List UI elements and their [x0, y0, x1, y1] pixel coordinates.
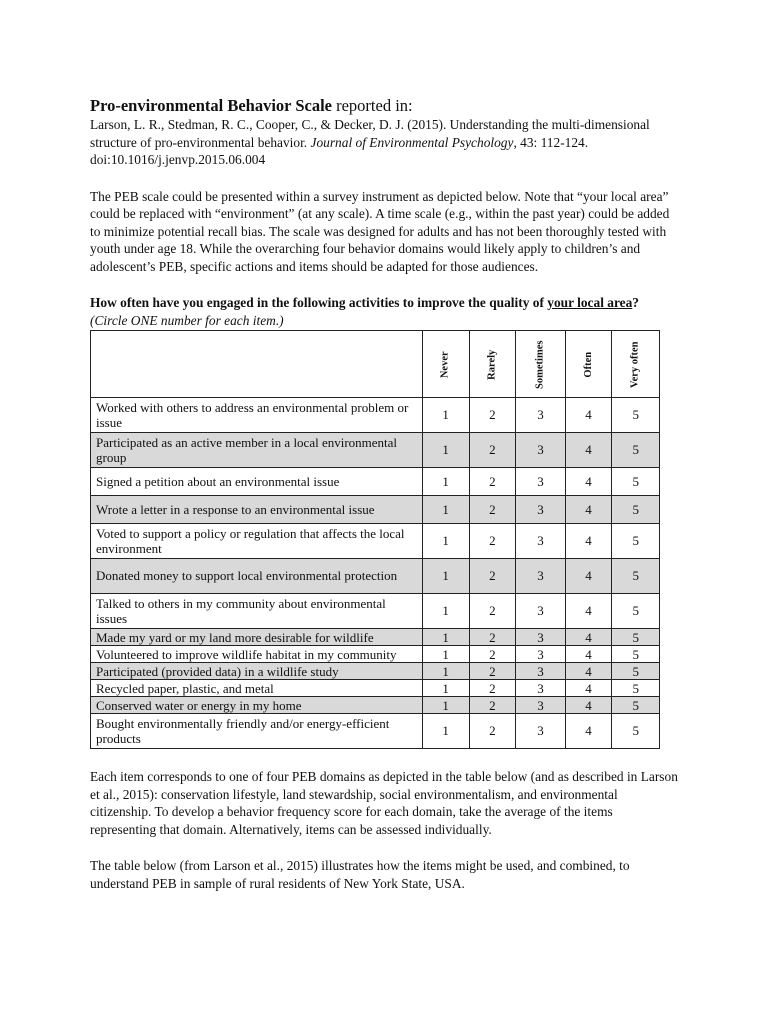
rating-4[interactable]: 4	[565, 433, 612, 468]
rating-2[interactable]: 2	[469, 398, 516, 433]
rating-2[interactable]: 2	[469, 524, 516, 559]
rating-1[interactable]: 1	[422, 496, 469, 524]
item-text: Voted to support a policy or regulation that affects the local environment	[91, 524, 423, 559]
col-label: Rarely	[486, 349, 498, 381]
item-text: Worked with others to address an environmental problem or issue	[91, 398, 423, 433]
item-text: Conserved water or energy in my home	[91, 697, 423, 714]
item-text: Recycled paper, plastic, and metal	[91, 680, 423, 697]
item-text: Donated money to support local environmental protection	[91, 559, 423, 594]
rating-5[interactable]: 5	[612, 646, 660, 663]
rating-1[interactable]: 1	[422, 629, 469, 646]
rating-5[interactable]: 5	[612, 524, 660, 559]
survey-instruction: (Circle ONE number for each item.)	[90, 312, 284, 328]
rating-2[interactable]: 2	[469, 496, 516, 524]
rating-5[interactable]: 5	[612, 468, 660, 496]
rating-3[interactable]: 3	[516, 496, 565, 524]
table-row	[91, 559, 660, 594]
rating-5[interactable]: 5	[612, 629, 660, 646]
rating-3[interactable]: 3	[516, 629, 565, 646]
rating-2[interactable]: 2	[469, 559, 516, 594]
survey-question	[90, 294, 680, 312]
rating-1[interactable]: 1	[422, 398, 469, 433]
col-header-never	[422, 331, 469, 398]
rating-4[interactable]: 4	[565, 559, 612, 594]
rating-3[interactable]: 3	[516, 697, 565, 714]
table-row	[91, 594, 660, 629]
item-text: Wrote a letter in a response to an environmental issue	[91, 496, 423, 524]
citation-authors: Larson, L. R., Stedman, R. C., Cooper, C., & Decker, D. J. (2015). Understanding the multi-dimensional structure of pro-environmental behavior.	[90, 117, 650, 150]
question-underlined: your local area	[547, 295, 633, 310]
table-row	[91, 496, 660, 524]
rating-4[interactable]: 4	[565, 629, 612, 646]
col-label: Very often	[629, 341, 641, 389]
rating-5[interactable]: 5	[612, 496, 660, 524]
question-suffix: ?	[632, 295, 639, 310]
rating-4[interactable]: 4	[565, 714, 612, 749]
table-row	[91, 433, 660, 468]
citation-details: , 43: 112-124. doi:10.1016/j.jenvp.2015.06.004	[90, 134, 589, 167]
rating-2[interactable]: 2	[469, 629, 516, 646]
item-text: Signed a petition about an environmental issue	[91, 468, 423, 496]
rating-3[interactable]: 3	[516, 594, 565, 629]
rating-5[interactable]: 5	[612, 559, 660, 594]
rating-1[interactable]: 1	[422, 433, 469, 468]
question-prefix: How often have you engaged in the following activities to improve the quality of	[90, 295, 548, 310]
citation	[90, 116, 680, 169]
item-text: Volunteered to improve wildlife habitat in my community	[91, 646, 423, 663]
col-label: Often	[582, 352, 594, 378]
rating-1[interactable]: 1	[422, 697, 469, 714]
table-row	[91, 524, 660, 559]
item-text: Participated (provided data) in a wildlife study	[91, 663, 423, 680]
rating-3[interactable]: 3	[516, 680, 565, 697]
rating-2[interactable]: 2	[469, 468, 516, 496]
col-header-rarely	[469, 331, 516, 398]
item-text: Made my yard or my land more desirable for wildlife	[91, 629, 423, 646]
domains-paragraph: Each item corresponds to one of four PEB domains as depicted in the table below (and as described in Larson et al., 2015): conservation lifestyle, land stewardship, social environmentalism, and environmental citizenship. To develop a behavior frequency score for each domain, take the average of the items representing that domain. Alternatively, items can be assessed individually.	[90, 769, 678, 837]
closing-paragraph: The table below (from Larson et al., 2015) illustrates how the items might be used, and combined, to understand PEB in sample of rural residents of New York State, USA.	[90, 858, 630, 891]
title-rest: reported in:	[331, 96, 413, 115]
rating-2[interactable]: 2	[469, 697, 516, 714]
rating-1[interactable]: 1	[422, 524, 469, 559]
table-row	[91, 680, 660, 697]
rating-3[interactable]: 3	[516, 646, 565, 663]
rating-5[interactable]: 5	[612, 697, 660, 714]
table-row	[91, 629, 660, 646]
rating-2[interactable]: 2	[469, 646, 516, 663]
rating-1[interactable]: 1	[422, 646, 469, 663]
item-header-cell	[91, 331, 423, 398]
item-text: Bought environmentally friendly and/or energy-efficient products	[91, 714, 423, 749]
rating-1[interactable]: 1	[422, 680, 469, 697]
table-row	[91, 697, 660, 714]
rating-4[interactable]: 4	[565, 646, 612, 663]
table-header-row	[91, 331, 660, 398]
intro-paragraph: The PEB scale could be presented within a survey instrument as depicted below. Note that “your local area” could be replaced with “environment” (at any scale). A time scale (e.g., within the past year) could be added to minimize potential recall bias. The scale was designed for adults and has not been thoroughly tested with youth under age 18. While the overarching four behavior domains would likely apply to children’s and adolescent’s PEB, specific actions and items should be adapted for those audiences.	[90, 188, 670, 274]
document-title	[90, 96, 680, 116]
col-label: Sometimes	[534, 340, 546, 390]
table-row	[91, 398, 660, 433]
item-text: Talked to others in my community about environmental issues	[91, 594, 423, 629]
rating-5[interactable]: 5	[612, 398, 660, 433]
col-header-often	[565, 331, 612, 398]
rating-3[interactable]: 3	[516, 559, 565, 594]
rating-5[interactable]: 5	[612, 594, 660, 629]
rating-1[interactable]: 1	[422, 714, 469, 749]
rating-3[interactable]: 3	[516, 714, 565, 749]
rating-4[interactable]: 4	[565, 398, 612, 433]
rating-4[interactable]: 4	[565, 468, 612, 496]
rating-1[interactable]: 1	[422, 663, 469, 680]
rating-4[interactable]: 4	[565, 496, 612, 524]
rating-2[interactable]: 2	[469, 594, 516, 629]
peb-scale-table	[90, 330, 660, 749]
rating-4[interactable]: 4	[565, 594, 612, 629]
rating-5[interactable]: 5	[612, 680, 660, 697]
rating-4[interactable]: 4	[565, 663, 612, 680]
rating-5[interactable]: 5	[612, 663, 660, 680]
rating-1[interactable]: 1	[422, 594, 469, 629]
document-page	[90, 96, 680, 911]
rating-4[interactable]: 4	[565, 680, 612, 697]
col-header-very-often	[612, 331, 660, 398]
col-label: Never	[439, 351, 451, 379]
table-row	[91, 468, 660, 496]
col-header-sometimes	[516, 331, 565, 398]
rating-3[interactable]: 3	[516, 398, 565, 433]
citation-journal: Journal of Environmental Psychology	[310, 134, 514, 150]
table-row	[91, 714, 660, 749]
rating-2[interactable]: 2	[469, 663, 516, 680]
rating-2[interactable]: 2	[469, 680, 516, 697]
rating-1[interactable]: 1	[422, 559, 469, 594]
rating-2[interactable]: 2	[469, 433, 516, 468]
rating-5[interactable]: 5	[612, 433, 660, 468]
rating-3[interactable]: 3	[516, 524, 565, 559]
rating-3[interactable]: 3	[516, 663, 565, 680]
item-text: Participated as an active member in a local environmental group	[91, 433, 423, 468]
table-row	[91, 663, 660, 680]
rating-4[interactable]: 4	[565, 697, 612, 714]
table-row	[91, 646, 660, 663]
rating-5[interactable]: 5	[612, 714, 660, 749]
title-bold: Pro-environmental Behavior Scale	[90, 96, 332, 115]
rating-3[interactable]: 3	[516, 433, 565, 468]
rating-2[interactable]: 2	[469, 714, 516, 749]
rating-3[interactable]: 3	[516, 468, 565, 496]
rating-4[interactable]: 4	[565, 524, 612, 559]
rating-1[interactable]: 1	[422, 468, 469, 496]
